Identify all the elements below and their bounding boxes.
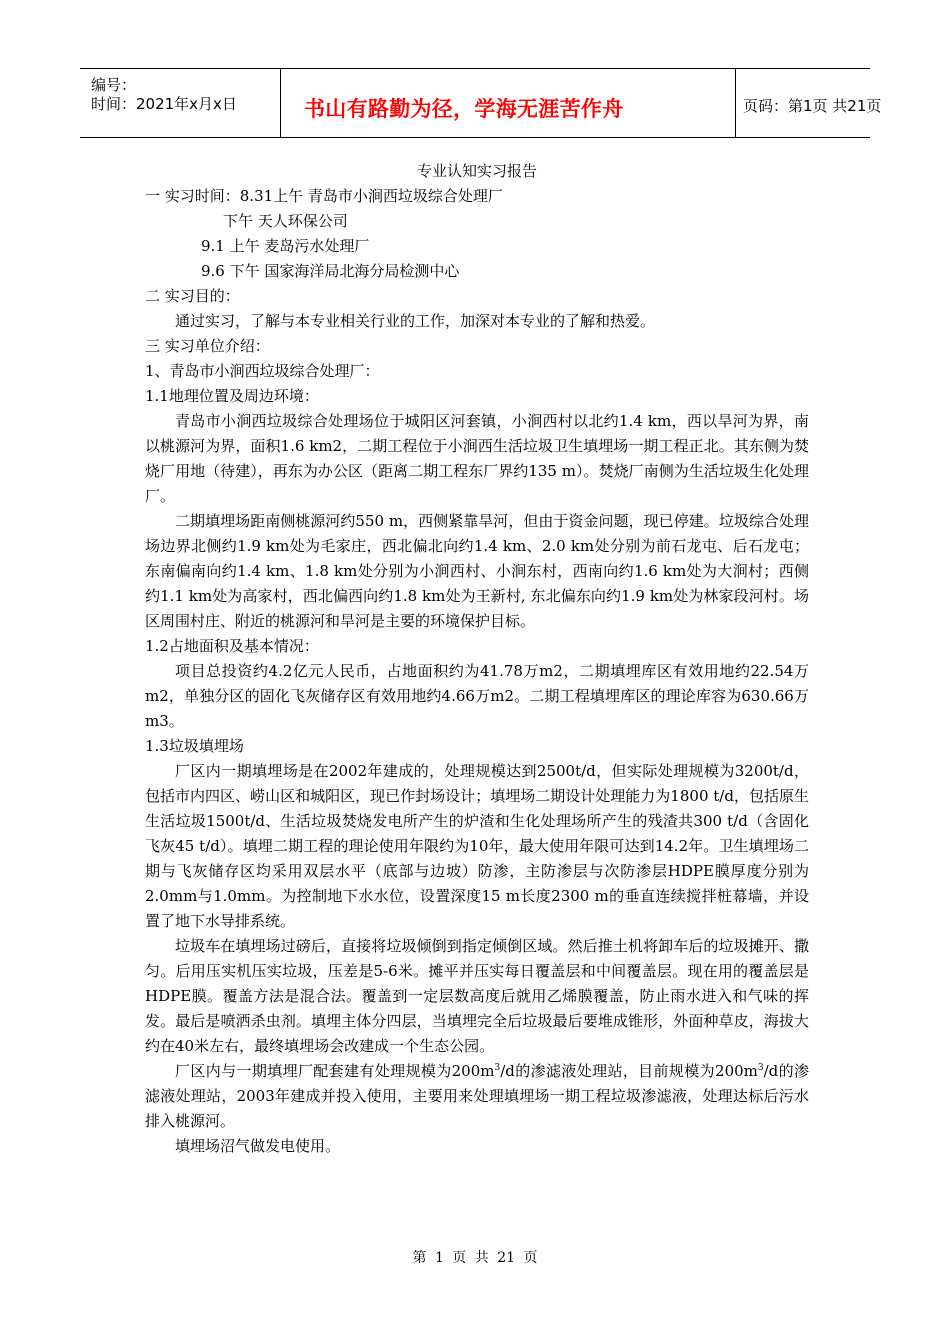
paragraph-area: 项目总投资约4.2亿元人民币，占地面积约为41.78万m2，二期填埋库区有效用地约22.54万m2，单独分区的固化飞灰储存区有效用地约4.66万m2。二期工程填埋库区的理论库容为630.66万m3。: [145, 662, 809, 730]
section-1-2-heading: 1.2占地面积及基本情况：: [145, 637, 319, 655]
header-page-cell: [735, 69, 882, 137]
internship-time-line-4: 9.6 下午 国家海洋局北海分局检测中心: [201, 262, 460, 280]
doc-date-label: 时间：2021年x月x日: [91, 95, 237, 113]
leachate-superscript-2: 3: [757, 1063, 764, 1073]
page-header: [80, 68, 882, 138]
internship-time-line-1: 一 实习时间：8.31上午 青岛市小涧西垃圾综合处理厂: [145, 187, 503, 205]
section-1-3-heading: 1.3垃圾填埋场: [145, 737, 244, 755]
purpose-paragraph: 通过实习，了解与本专业相关行业的工作，加深对本专业的了解和热爱。: [175, 312, 656, 330]
leachate-text-a: 厂区内与一期填埋厂配套建有处理规模为200m: [175, 1062, 495, 1080]
leachate-text-c: /d的渗滤液处理站，2003年建成并投入使用，主要用来处理填埋场一期工程垃圾渗滤液，处理达标后污水排入桃源河。: [145, 1062, 810, 1130]
header-page-number: 页码：第1页 共21页: [743, 97, 882, 115]
unit-1-heading: 1、青岛市小涧西垃圾综合处理厂：: [145, 362, 380, 380]
paragraph-leachate: [145, 1059, 809, 1134]
internship-time-line-3: 9.1 上午 麦岛污水处理厂: [201, 237, 370, 255]
page-footer: 第 1 页 共 21 页: [412, 1250, 538, 1266]
section-1-1-heading: 1.1地理位置及周边环境：: [145, 387, 319, 405]
header-meta-cell: [80, 69, 279, 137]
paragraph-surroundings: 二期填埋场距南侧桃源河约550 m，西侧紧靠旱河，但由于资金问题，现已停建。垃圾综合处理场边界北侧约1.9 km处为毛家庄，西北偏北向约1.4 km、2.0 km处分别为前石龙屯、后石龙屯；东南偏南向约1.4 km、1.8 km处分别为小涧西村、小涧东村，西南向约1.6 km处为大涧村；西侧约1.1 km处为高家村，西北偏西向约1.8 km处为王新村, 东北偏东向约1.9 km处为林家段河村。场区周围村庄、附近的桃源河和旱河是主要的环境保护目标。: [145, 512, 809, 630]
unit-heading: 三 实习单位介绍：: [145, 337, 270, 355]
paragraph-landfill-process: 垃圾车在填埋场过磅后，直接将垃圾倾倒到指定倾倒区域。然后推土机将卸车后的垃圾摊开、撒匀。后用压实机压实垃圾，压差是5-6米。摊平并压实每日覆盖层和中间覆盖层。现在用的覆盖层是HDPE膜。覆盖方法是混合法。覆盖到一定层数高度后就用乙烯膜覆盖，防止雨水进入和气味的挥发。最后是喷洒杀虫剂。填埋主体分四层，当填埋完全后垃圾最后要堆成锥形，外面种草皮，海拔大约在40米左右，最终填埋场会改建成一个生态公园。: [145, 937, 809, 1055]
paragraph-location: 青岛市小涧西垃圾综合处理场位于城阳区河套镇，小涧西村以北约1.4 km，西以旱河为界，南以桃源河为界，面积1.6 km2，二期工程位于小涧西生活垃圾卫生填埋场一期工程正北。其东侧为焚烧厂用地（待建），再东为办公区（距离二期工程东厂界约135 m）。焚烧厂南侧为生活垃圾生化处理厂。: [145, 412, 809, 505]
leachate-text-b: /d的渗滤液处理站，目前规模为200m: [500, 1062, 758, 1080]
header-motto-cell: [280, 69, 736, 137]
paragraph-landfill-capacity: 厂区内一期填埋场是在2002年建成的，处理规模达到2500t/d，但实际处理规模为3200t/d，包括市内四区、崂山区和城阳区，现已作封场设计；填埋场二期设计处理能力为1800 t/d，包括原生生活垃圾1500t/d、生活垃圾焚烧发电所产生的炉渣和生化处理场所产生的残渣共300 t/d（含固化飞灰45 t/d）。填埋二期工程的理论使用年限约为10年，最大使用年限可达到14.2年。卫生填埋场二期与飞灰储存区均采用双层水平（底部与边坡）防渗，主防渗层与次防渗层HDPE膜厚度分别为2.0mm与1.0mm。为控制地下水水位，设置深度15 m长度2300 m的垂直连续搅拌桩幕墙，并设置了地下水导排系统。: [145, 762, 809, 930]
doc-number-label: 编号：: [91, 76, 137, 94]
paragraph-biogas: 填埋场沼气做发电使用。: [175, 1137, 341, 1155]
header-motto: 书山有路勤为径，学海无涯苦作舟: [304, 97, 624, 121]
document-body: [145, 158, 809, 1159]
document-title: 专业认知实习报告: [416, 162, 537, 180]
leachate-superscript-1: 3: [494, 1063, 501, 1073]
internship-time-line-2: 下午 天人环保公司: [223, 212, 348, 230]
purpose-heading: 二 实习目的：: [145, 287, 240, 305]
